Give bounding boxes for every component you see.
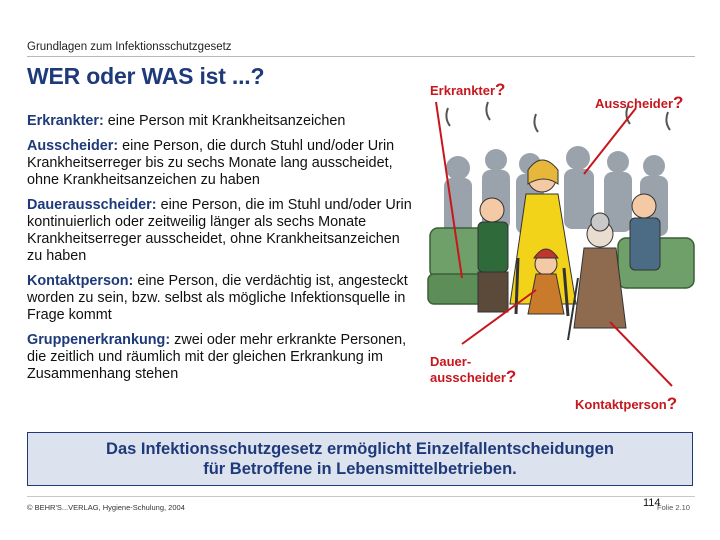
header-label: Grundlagen zum Infektionsschutzgesetz [27, 41, 232, 53]
definition-gruppenerkrankung [27, 332, 412, 383]
definition-ausscheider [27, 138, 412, 189]
definition-term: Dauerausscheider: [27, 197, 157, 213]
definition-text: eine Person, die im Stuhl und/oder Urin kontinuierlich oder zeitweilig länger als sechs Monate Krankheitserreger ausscheidet, ohne Krankheitsanzeichen zu haben [27, 197, 412, 264]
footer-copyright: © BEHR'S...VERLAG, Hygiene-Schulung, 2004 [27, 503, 185, 512]
footer-divider [27, 496, 695, 497]
definitions-list [27, 113, 412, 391]
definition-term: Gruppenerkrankung: [27, 332, 171, 348]
definition-erkrankter [27, 113, 412, 130]
definition-term: Erkrankter: [27, 113, 104, 129]
label-dauerausscheider: Dauer- ausscheider? [430, 354, 517, 386]
definition-text: eine Person mit Krankheitsanzeichen [103, 113, 346, 129]
definition-term: Ausscheider: [27, 138, 119, 154]
label-kontaktperson: Kontaktperson? [575, 394, 678, 413]
page-title: WER oder WAS ist ...? [27, 63, 265, 89]
definition-text: eine Person, die verdächtig ist, angesteckt worden zu sein, bzw. selbst als mögliche Infektionsquelle in Frage kommt [27, 273, 408, 323]
definition-text: zwei oder mehr erkrankte Personen, die zeitlich und räumlich mit der gleichen Erkrankung im Zusammenhang stehen [27, 332, 407, 382]
illustration [418, 78, 700, 418]
definition-kontaktperson [27, 273, 412, 324]
banner-line-2: für Betroffene in Lebensmittelbetrieben. [203, 460, 517, 478]
label-ausscheider: Ausscheider? [595, 93, 684, 112]
label-erkrankter: Erkrankter? [430, 80, 506, 99]
person-right [630, 194, 660, 270]
summary-banner [27, 432, 693, 486]
definition-text: eine Person, die durch Stuhl und/oder Urin Krankheitserreger bis zu sechs Monate lang ausscheidet, ohne Krankheitsanzeichen zu haben [27, 138, 395, 188]
banner-line-1: Das Infektionsschutzgesetz ermöglicht Einzelfallentscheidungen [106, 440, 614, 458]
definition-term: Kontaktperson: [27, 273, 134, 289]
footer-slide-label: Folie 2.10 [657, 503, 690, 512]
definition-dauerausscheider [27, 197, 412, 265]
person-older [568, 213, 626, 340]
header-divider [27, 56, 695, 57]
page-number: 114 [643, 497, 661, 509]
